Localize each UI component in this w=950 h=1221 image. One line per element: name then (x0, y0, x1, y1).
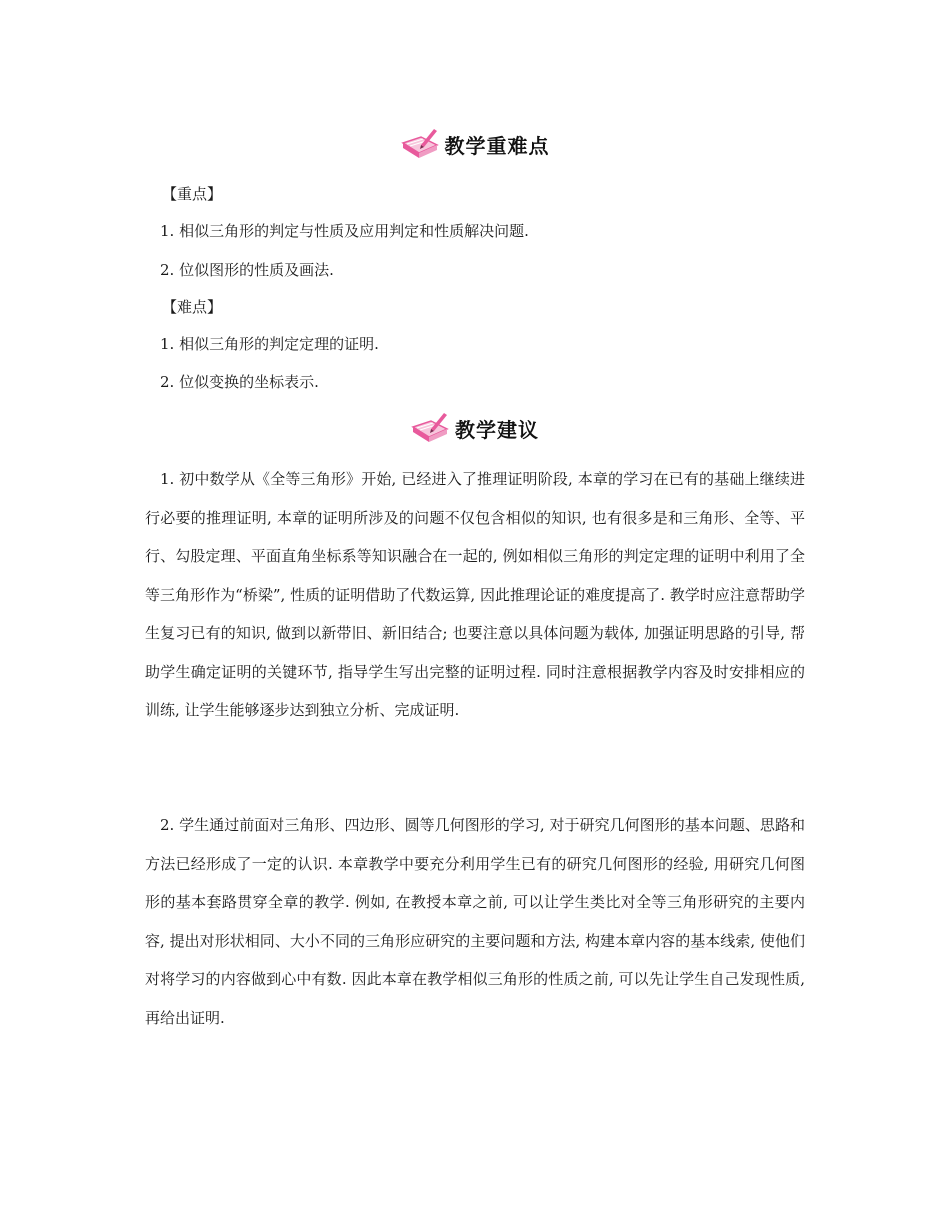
difficult-point-item: 1. 相似三角形的判定定理的证明. (160, 335, 379, 353)
section-title: 教学重难点 (444, 133, 550, 158)
book-pen-icon (411, 411, 449, 445)
suggestion-paragraph: 2. 学生通过前面对三角形、四边形、圆等几何图形的学习, 对于研究几何图形的基本问题、思路和方法已经形成了一定的认识. 本章教学中要充分利用学生已有的研究几何图形的经验, 用研究几何图形的基本套路贯穿全章的教学. 例如, 在教授本章之前, 可以让学生类比对全等三角形研究的主要内容, 提出对形状相同、大小不同的三角形应研究的主要问题和方法, 构建本章内容的基本线索, 使他们对将学习的内容做到心中有数. 因此本章在教学相似三角形的性质之前, 可以先让学生自己发现性质, 再给出证明. (145, 816, 805, 1027)
section-title: 教学建议 (455, 417, 539, 442)
key-point-item: 1. 相似三角形的判定与性质及应用判定和性质解决问题. (160, 222, 529, 240)
difficult-point-item: 2. 位似变换的坐标表示. (160, 373, 319, 391)
difficult-points-label: 【难点】 (162, 298, 223, 316)
key-point-item: 2. 位似图形的性质及画法. (160, 261, 334, 279)
heading-key-difficult (0, 124, 950, 164)
suggestion-paragraph: 1. 初中数学从《全等三角形》开始, 已经进入了推理证明阶段, 本章的学习在已有的基础上继续进行必要的推理证明, 本章的证明所涉及的问题不仅包含相似的知识, 也有很多是和三角形、全等、平行、勾股定理、平面直角坐标系等知识融合在一起的, 例如相似三角形的判定定理的证明中利用了全等三角形作为“桥梁”, 性质的证明借助了代数运算, 因此推理论证的难度提高了. 教学时应注意帮助学生复习已有的知识, 做到以新带旧、新旧结合; 也要注意以具体问题为载体, 加强证明思路的引导, 帮助学生确定证明的关键环节, 指导学生写出完整的证明过程. 同时注意根据教学内容及时安排相应的训练, 让学生能够逐步达到独立分析、完成证明. (145, 470, 805, 719)
heading-suggestions (0, 408, 950, 448)
book-pen-icon (401, 127, 439, 161)
key-points-label: 【重点】 (162, 185, 223, 203)
